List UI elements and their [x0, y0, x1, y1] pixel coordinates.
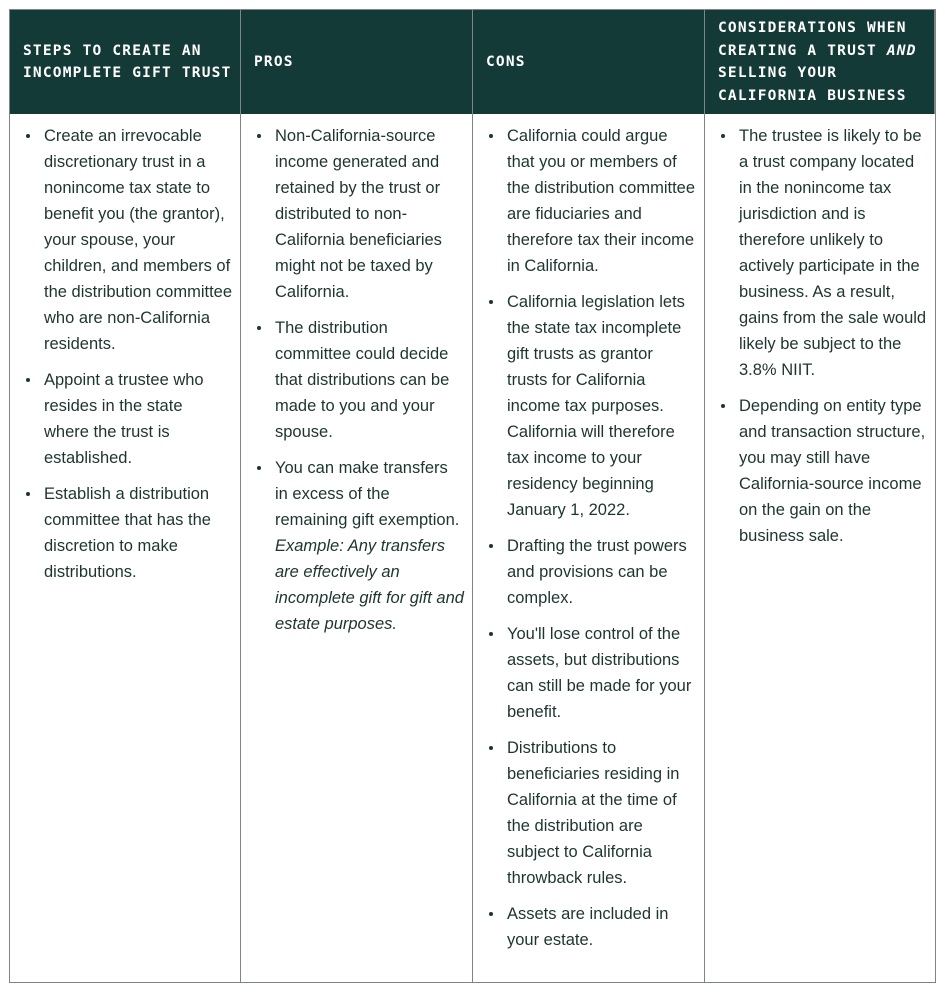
considerations-list: [717, 123, 927, 549]
cons-list: [485, 123, 696, 953]
steps-list: [22, 123, 232, 585]
list-item: The distribution committee could decide that distributions can be made to you and your spouse.: [253, 315, 464, 445]
example-note: Example: Any transfers are effectively an incomplete gift for gift and estate purposes.: [275, 537, 464, 633]
list-item: You'll lose control of the assets, but distributions can still be made for your benefit.: [485, 621, 696, 725]
header-considerations-emphasis: AND: [886, 42, 917, 59]
list-item: [253, 455, 464, 637]
pros-list: [253, 123, 464, 637]
header-considerations-part2: SELLING YOUR CALIFORNIA BUSINESS: [718, 65, 907, 104]
list-item: Establish a distribution committee that has the discretion to make distributions.: [22, 481, 232, 585]
trust-comparison-table: [9, 9, 936, 983]
column-considerations: [705, 114, 935, 982]
header-cons-text: CONS: [486, 53, 526, 70]
header-cons: [473, 10, 705, 114]
list-item: Assets are included in your estate.: [485, 901, 696, 953]
list-item: California legislation lets the state tax incomplete gift trusts as grantor trusts for California income tax purposes. California will therefore tax income to your residency beginning January 1, 2022.: [485, 289, 696, 523]
header-pros: [241, 10, 473, 114]
list-item: Depending on entity type and transaction structure, you may still have California-source income on the gain on the business sale.: [717, 393, 927, 549]
list-item: Appoint a trustee who resides in the state where the trust is established.: [22, 367, 232, 471]
header-considerations-text: [718, 17, 926, 107]
list-item: California could argue that you or members of the distribution committee are fiduciaries and therefore tax their income in California.: [485, 123, 696, 279]
list-item: Non-California-source income generated and retained by the trust or distributed to non-California beneficiaries might not be taxed by California.: [253, 123, 464, 305]
list-item: Drafting the trust powers and provisions can be complex.: [485, 533, 696, 611]
column-pros: [241, 114, 473, 982]
list-item: The trustee is likely to be a trust company located in the nonincome tax jurisdiction and is therefore unlikely to actively participate in the business. As a result, gains from the sale would likely be subject to the 3.8% NIIT.: [717, 123, 927, 383]
column-cons: [473, 114, 705, 982]
header-steps: [10, 10, 241, 114]
list-item: Create an irrevocable discretionary trust in a nonincome tax state to benefit you (the grantor), your spouse, your children, and members of the distribution committee who are non-California residents.: [22, 123, 232, 357]
list-item: Distributions to beneficiaries residing in California at the time of the distribution are subject to California throwback rules.: [485, 735, 696, 891]
header-considerations: [705, 10, 935, 114]
column-steps: [10, 114, 241, 982]
header-pros-text: PROS: [254, 53, 294, 70]
list-item-text: You can make transfers in excess of the remaining gift exemption.: [275, 459, 460, 529]
header-steps-text: STEPS TO CREATE AN INCOMPLETE GIFT TRUST: [23, 42, 232, 81]
header-considerations-part1: CONSIDERATIONS WHEN CREATING A TRUST: [718, 20, 907, 59]
